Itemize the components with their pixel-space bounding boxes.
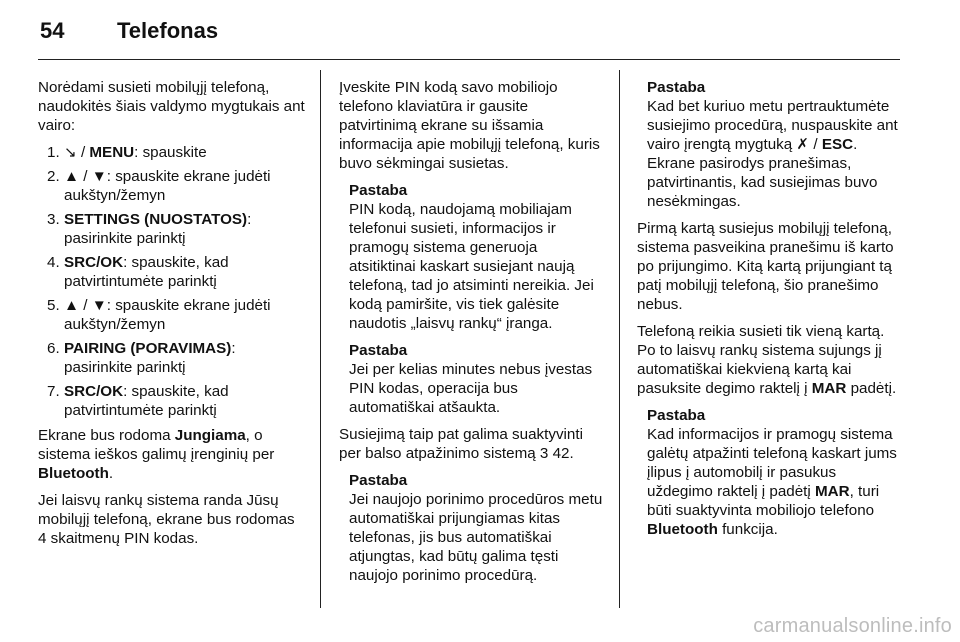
- note-block: Pastaba Kad bet kuriuo metu pertrauktumėte susiejimo procedūrą, nuspauskite ant vairo įrengtą mygtuką ✗ / ESC. Ekrane pasirodys pranešimas, patvirtinantis, kad susiejimas buvo nesėkmingas.: [647, 78, 905, 211]
- voice-paragraph: Susiejimą taip pat galima suaktyvinti per balso atpažinimo sistemą 3 42.: [339, 426, 583, 462]
- column-1: [38, 78, 306, 556]
- page-number: 54: [40, 18, 65, 43]
- note-block: [349, 471, 607, 585]
- note-block: Pastaba Kad informacijos ir pramogų sistema galėtų atpažinti telefoną kaskart jums įlipus į automobilį ir pasukus uždegimo raktelį į padėtį MAR, turi būti suaktyvinta mobiliojo telefono Bluetooth funkcija.: [647, 406, 905, 539]
- confirm-paragraph: Įveskite PIN kodą savo mobiliojo telefono klaviatūra ir gausite patvirtinimą ekrane su išsamia informacija apie mobilųjį telefoną, kuris buvo sėkmingai susietas.: [339, 79, 600, 172]
- list-item: 1. ↘ / MENU: spauskite: [47, 144, 207, 161]
- page-title: Telefonas: [117, 18, 219, 43]
- note-title: Pastaba: [349, 342, 408, 359]
- list-item: 6. PAIRING (PORAVIMAS): pasirinkite parinktį: [47, 340, 236, 376]
- column-divider: [619, 70, 620, 608]
- watermark: carmanualsonline.info: [753, 615, 952, 637]
- header-divider: [38, 59, 900, 60]
- intro-paragraph: Norėdami susieti mobilųjį telefoną, naudokitės šiais valdymo mygtukais ant vairo:: [38, 79, 305, 134]
- column-3: [637, 78, 905, 547]
- arrow-down-icon: ▼: [91, 297, 107, 314]
- note-title: Pastaba: [647, 79, 706, 96]
- note-title: Pastaba: [647, 407, 706, 424]
- column-2: [339, 78, 607, 593]
- pin-paragraph: Jei laisvų rankų sistema randa Jūsų mobilųjį telefoną, ekrane bus rodomas 4 skaitmenų PIN kodas.: [38, 492, 295, 547]
- phone-hangup-icon: ↘: [64, 144, 77, 161]
- note-title: Pastaba: [349, 472, 408, 489]
- arrow-up-icon: ▲: [64, 297, 80, 314]
- arrow-down-icon: ▼: [91, 168, 107, 185]
- auto-connect-paragraph: Telefoną reikia susieti tik vieną kartą. Po to laisvų rankų sistema sujungs jį automatiškai kiekvieną kartą kai pasuksite degimo raktelį į MAR padėtį.: [637, 323, 897, 397]
- list-item: 5. ▲ / ▼: spauskite ekrane judėti aukštyn/žemyn: [47, 297, 271, 333]
- note-text: Jei naujojo porinimo procedūros metu automatiškai prijungiamas kitas telefonas, jis bus automatiškai atjungtas, kad būtų galima tęsti naujojo porinimo procedūrą.: [349, 491, 603, 584]
- note-text: PIN kodą, naudojamą mobiliajam telefonui susieti, informacijos ir pramogų sistema generuoja atsitiktinai kaskart susiejant naują telefoną, tad jo atsiminti nereikia. Jei kodą pamiršite, vis tiek galėsite naudotis „laisvų rankų“ įranga.: [349, 201, 594, 332]
- connecting-paragraph: Ekrane bus rodoma Jungiama, o sistema ieškos galimų įrenginių per Bluetooth.: [38, 427, 275, 482]
- list-item: 7. SRC/OK: spauskite, kad patvirtintumėte parinktį: [47, 383, 229, 419]
- note-block: [349, 181, 607, 333]
- arrow-up-icon: ▲: [64, 168, 80, 185]
- list-item: 2. ▲ / ▼: spauskite ekrane judėti aukštyn/žemyn: [47, 168, 271, 204]
- note-text: Jei per kelias minutes nebus įvestas PIN kodas, operacija bus automatiškai atšaukta.: [349, 361, 593, 416]
- welcome-paragraph: Pirmą kartą susiejus mobilųjį telefoną, sistema pasveikina pranešimu iš karto po prijungimo. Kitą kartą prijungiant tą patį mobilųjį telefoną, šio pranešimo nebus.: [637, 220, 894, 313]
- note-title: Pastaba: [349, 182, 408, 199]
- list-item: 3. SETTINGS (NUOSTATOS): pasirinkite parinktį: [47, 211, 252, 247]
- mute-icon: ✗: [796, 136, 810, 153]
- list-item: 4. SRC/OK: spauskite, kad patvirtintumėte parinktį: [47, 254, 229, 290]
- page-reference: 3 42: [539, 445, 570, 462]
- pairing-steps-list: [38, 143, 306, 420]
- note-block: [349, 341, 607, 417]
- column-divider: [320, 70, 321, 608]
